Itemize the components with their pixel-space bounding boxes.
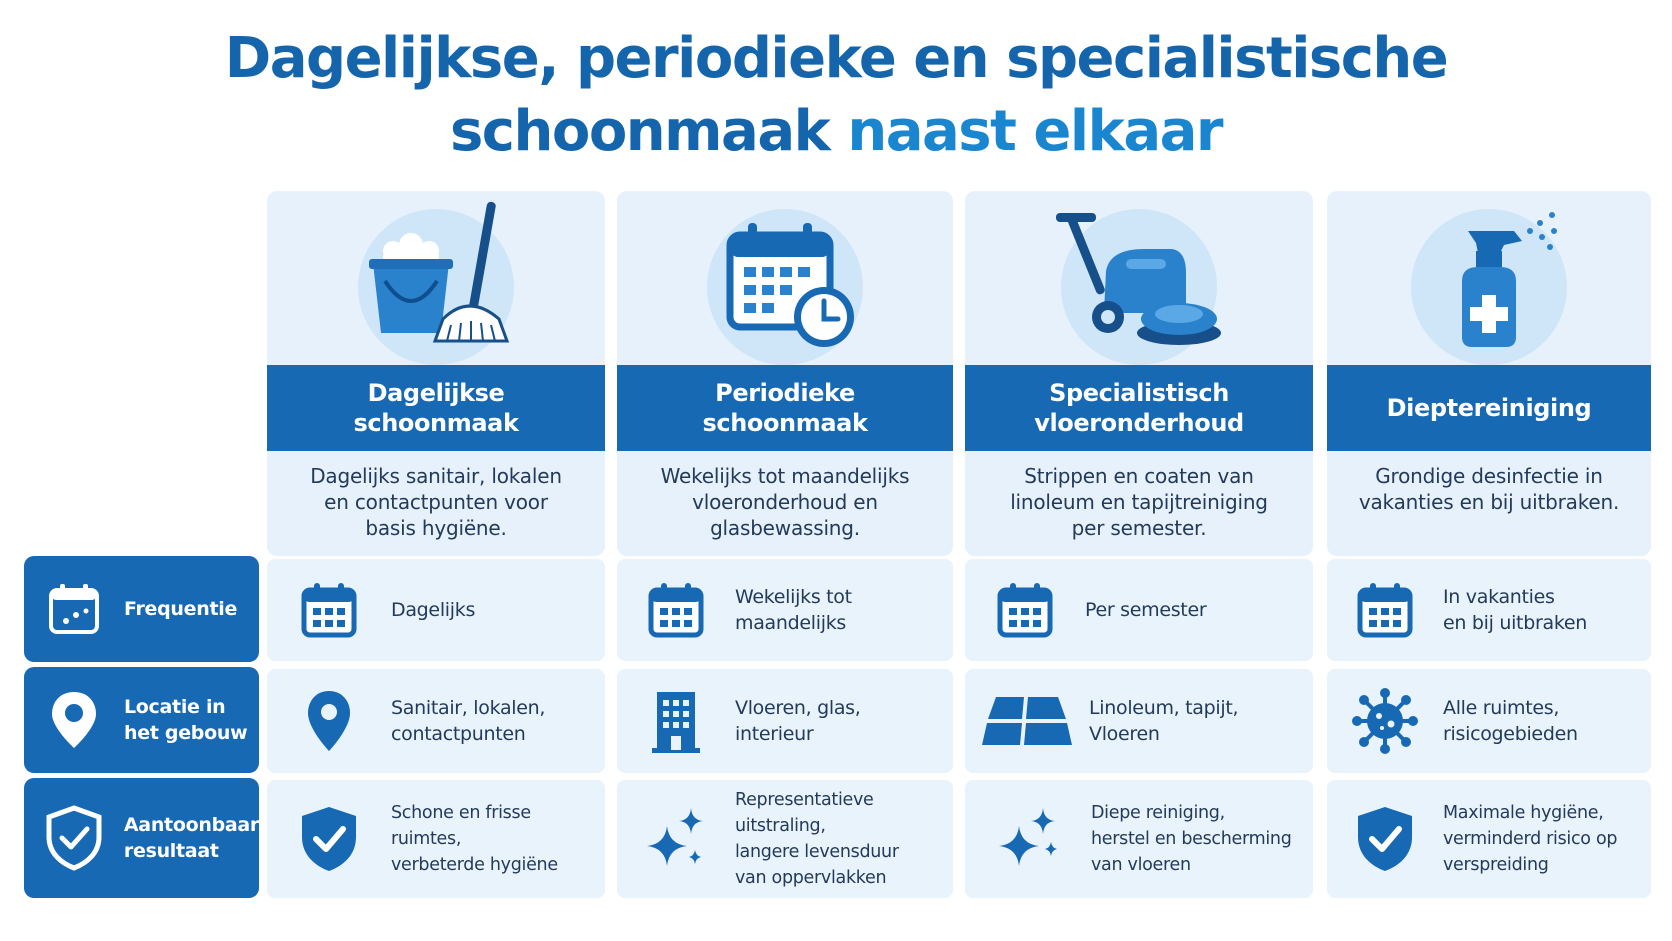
column-card-dieptereiniging [1327, 191, 1651, 556]
title-line-2 [0, 95, 1672, 168]
cell-frequentie-periodieke [617, 559, 953, 661]
cell-resultaat-periodieke [617, 780, 953, 898]
cell-frequentie-dagelijkse [267, 559, 605, 661]
row-label-frequentie [24, 556, 259, 662]
cell-locatie-dieptereiniging [1327, 669, 1651, 773]
cell-text: Schone en frisse ruimtes, verbeterde hygiëne [391, 803, 558, 875]
calendar-icon [647, 581, 705, 639]
calendar-clock-icon [700, 201, 870, 366]
cell-text: Representatieve uitstraling, langere levensduur van oppervlakken [735, 790, 899, 888]
virus-icon [1352, 688, 1418, 754]
cell-resultaat-dagelijkse [267, 780, 605, 898]
page-title [0, 22, 1672, 168]
shield-check-icon [44, 805, 104, 871]
column-card-periodieke [617, 191, 953, 556]
spray-bottle-icon [1404, 201, 1574, 366]
cell-frequentie-dieptereiniging [1327, 559, 1651, 661]
cell-text: Sanitair, lokalen, contactpunten [391, 697, 546, 745]
row-label-text-resultaat: Aantoonbaar resultaat [123, 814, 259, 862]
column-header-specialistisch: Specialistisch vloeronderhoud [965, 365, 1313, 451]
calendar-icon [1356, 581, 1414, 639]
cell-resultaat-specialistisch [965, 780, 1313, 898]
sparkles-icon [995, 806, 1061, 872]
row-label-text-frequentie: Frequentie [124, 598, 238, 620]
row-label-text-locatie: Locatie in het gebouw [124, 696, 248, 744]
cell-locatie-periodieke [617, 669, 953, 773]
column-header-periodieke: Periodieke schoonmaak [617, 365, 953, 451]
row-label-resultaat [24, 778, 259, 898]
title-line-1: Dagelijkse, periodieke en specialistische [224, 26, 1448, 91]
cell-text: Linoleum, tapijt, Vloeren [1089, 697, 1239, 745]
cell-text: Wekelijks tot maandelijks [735, 586, 852, 634]
column-description-dagelijkse: Dagelijks sanitair, lokalen en contactpunten voor basis hygiëne. [310, 464, 562, 540]
floor-machine-icon [1054, 201, 1224, 366]
bucket-mop-icon [351, 201, 521, 366]
calendar-icon [996, 581, 1054, 639]
title-line-2-accent: naast elkaar [847, 99, 1223, 164]
building-icon [649, 688, 703, 754]
cell-text: Dagelijks [391, 599, 476, 621]
shield-check-icon [1355, 805, 1415, 873]
cell-text: Alle ruimtes, risicogebieden [1443, 697, 1578, 745]
cell-frequentie-specialistisch [965, 559, 1313, 661]
cell-text: In vakanties en bij uitbraken [1443, 586, 1587, 634]
calendar-icon [46, 581, 102, 637]
row-label-locatie [24, 667, 259, 773]
sparkles-icon [643, 806, 709, 872]
shield-check-icon [299, 805, 359, 873]
cell-text: Vloeren, glas, interieur [735, 697, 861, 745]
floor-tiles-icon [982, 695, 1072, 747]
column-description-periodieke: Wekelijks tot maandelijks vloeronderhoud en glasbewassing. [660, 464, 910, 540]
column-card-specialistisch [965, 191, 1313, 556]
cell-locatie-dagelijkse [267, 669, 605, 773]
location-pin-icon [305, 689, 353, 753]
location-pin-icon [46, 690, 102, 750]
column-header-dagelijkse: Dagelijkse schoonmaak [267, 365, 605, 451]
calendar-icon [300, 581, 358, 639]
cell-text: Per semester [1085, 599, 1207, 621]
cell-locatie-specialistisch [965, 669, 1313, 773]
cell-text: Maximale hygiëne, verminderd risico op verspreiding [1443, 803, 1618, 875]
column-card-dagelijkse [267, 191, 605, 556]
cell-resultaat-dieptereiniging [1327, 780, 1651, 898]
column-description-dieptereiniging: Grondige desinfectie in vakanties en bij uitbraken. [1358, 464, 1620, 514]
title-line-2-part-1: schoonmaak [449, 99, 830, 164]
column-description-specialistisch: Strippen en coaten van linoleum en tapijtreiniging per semester. [1010, 464, 1268, 540]
cell-text: Diepe reiniging, herstel en bescherming van vloeren [1091, 803, 1292, 875]
column-header-dieptereiniging: Dieptereiniging [1327, 365, 1651, 451]
